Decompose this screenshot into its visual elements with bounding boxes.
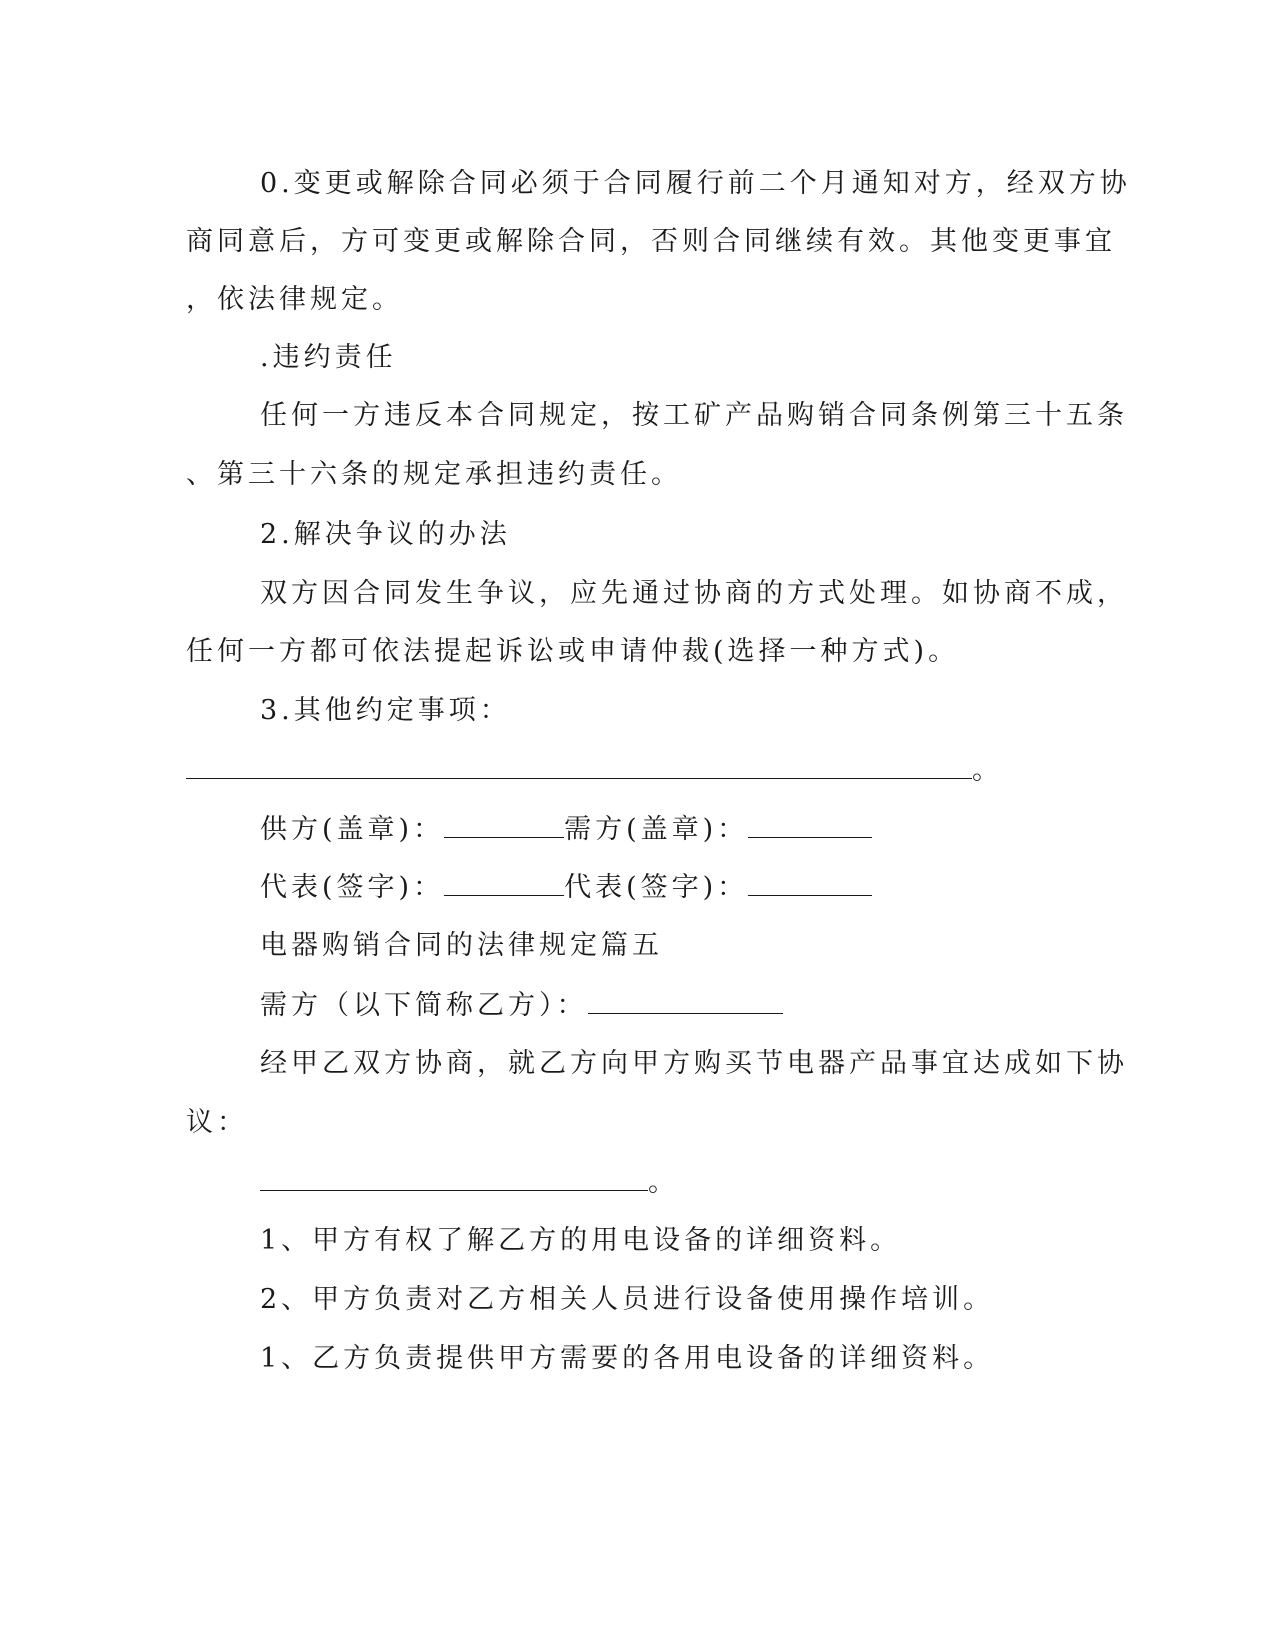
list-item: 2、甲方负责对乙方相关人员进行设备使用操作培训。 bbox=[260, 1284, 995, 1315]
heading-dispute-resolution: 2.解决争议的办法 bbox=[260, 519, 511, 550]
heading-breach-liability: .违约责任 bbox=[260, 342, 397, 373]
paragraph-line: ，依法律规定。 bbox=[186, 284, 403, 315]
agreement-blank[interactable] bbox=[260, 1164, 648, 1191]
section-title: 电器购销合同的法律规定篇五 bbox=[260, 930, 663, 961]
paragraph-line: 、第三十六条的规定承担违约责任。 bbox=[186, 459, 682, 490]
agreement-blank-line bbox=[260, 1164, 679, 1201]
supplier-rep-blank[interactable] bbox=[444, 869, 564, 896]
paragraph-line: 议： bbox=[186, 1107, 248, 1138]
buyer-seal-label: 需方(盖章)： bbox=[564, 814, 749, 845]
paragraph-line: 双方因合同发生争议，应先通过协商的方式处理。如协商不成， bbox=[260, 578, 1128, 609]
supplier-seal-blank[interactable] bbox=[444, 811, 564, 838]
buyer-rep-label: 代表(签字)： bbox=[564, 872, 749, 903]
buyer-rep-blank[interactable] bbox=[748, 869, 872, 896]
supplier-seal-label: 供方(盖章)： bbox=[260, 814, 445, 845]
signature-seal-row bbox=[260, 811, 872, 848]
paragraph-line: 商同意后，方可变更或解除合同，否则合同继续有效。其他变更事宜 bbox=[186, 226, 1116, 257]
list-item: 1、甲方有权了解乙方的用电设备的详细资料。 bbox=[260, 1225, 902, 1256]
other-terms-blank[interactable] bbox=[186, 752, 972, 779]
period: 。 bbox=[972, 755, 1003, 786]
party-b-row bbox=[260, 987, 783, 1024]
period: 。 bbox=[648, 1167, 679, 1198]
party-b-label: 需方（以下简称乙方）： bbox=[260, 990, 588, 1021]
paragraph-line: 任何一方违反本合同规定，按工矿产品购销合同条例第三十五条 bbox=[260, 400, 1128, 431]
list-item: 1、乙方负责提供甲方需要的各用电设备的详细资料。 bbox=[260, 1343, 995, 1374]
other-terms-blank-line bbox=[186, 752, 1003, 789]
paragraph-line: 经甲乙双方协商，就乙方向甲方购买节电器产品事宜达成如下协 bbox=[260, 1048, 1128, 1079]
paragraph-line: 0.变更或解除合同必须于合同履行前二个月通知对方，经双方协 bbox=[260, 168, 1131, 199]
party-b-blank[interactable] bbox=[588, 987, 783, 1014]
paragraph-line: 任何一方都可依法提起诉讼或申请仲裁(选择一种方式)。 bbox=[186, 636, 960, 667]
supplier-rep-label: 代表(签字)： bbox=[260, 872, 445, 903]
buyer-seal-blank[interactable] bbox=[748, 811, 872, 838]
heading-other-terms: 3.其他约定事项： bbox=[260, 695, 511, 726]
signature-rep-row bbox=[260, 869, 872, 906]
